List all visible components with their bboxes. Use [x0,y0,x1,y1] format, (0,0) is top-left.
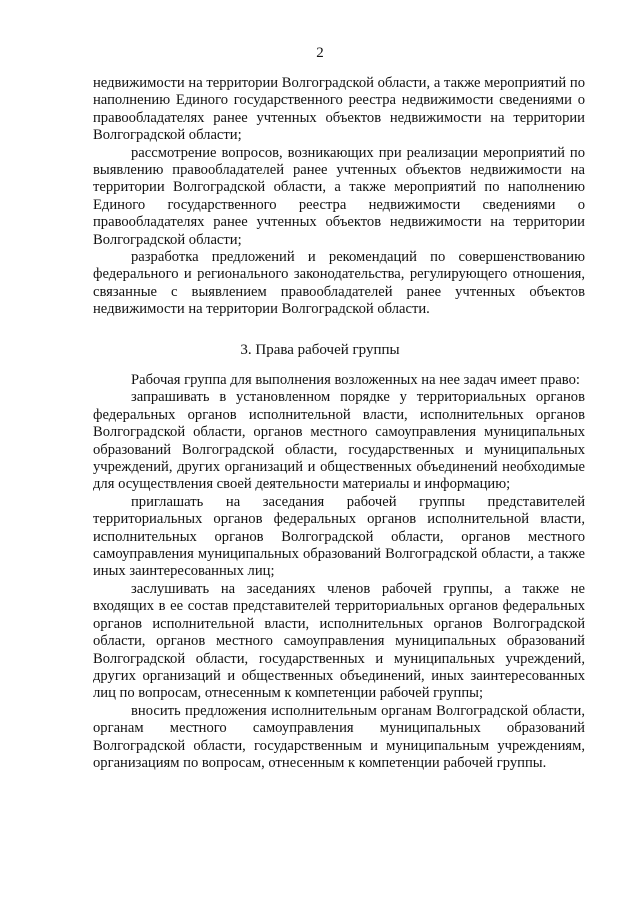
paragraph-request-materials: запрашивать в установленном порядке у территориальных органов федеральных органов исполнительной власти, исполнительных органов Волгоградской области, органов местного самоуправления муниципальных образований Волгоградской области, государственных и муниципальных учреждений, других организаций и общественных объединений необходимые для осуществления своей деятельности материалы и информацию; [93,389,585,493]
paragraph-legislation-proposals: разработка предложений и рекомендаций по совершенствованию федерального и регионального законодательства, регулирующего отношения, связанные с выявлением правообладателей ранее учтенных объектов недвижимости на территории Волгоградской области. [93,249,585,318]
body-text-bottom [93,372,585,772]
page-number: 2 [316,45,324,61]
paragraph-rights-intro: Рабочая группа для выполнения возложенных на нее задач имеет право: [131,372,580,388]
paragraph-continuation: недвижимости на территории Волгоградской области, а также мероприятий по наполнению Единого государственного реестра недвижимости сведениями о правообладателях ранее учтенных объектов недвижимости на территории Волгоградской области; [93,75,585,144]
paragraph-review-issues: рассмотрение вопросов, возникающих при реализации мероприятий по выявлению правообладателей ранее учтенных объектов недвижимости на территории Волгоградской области, а также мероприятий по наполнению Единого государственного реестра недвижимости сведениями о правообладателях ранее учтенных объектов недвижимости на территории Волгоградской области; [93,144,585,248]
paragraph-invite-representatives: приглашать на заседания рабочей группы представителей территориальных органов федеральных органов исполнительной власти, исполнительных органов Волгоградской области, органов местного самоуправления муниципальных образований Волгоградской области, а также иных заинтересованных лиц; [93,493,585,580]
paragraph-submit-proposals: вносить предложения исполнительным органам Волгоградской области, органам местного самоуправления муниципальных образований Волгоградской области, государственным и муниципальным учреждениям, организациям по вопросам, отнесенным к компетенции рабочей группы. [93,702,585,771]
body-text-top [93,75,585,319]
paragraph-hear-members: заслушивать на заседаниях членов рабочей группы, а также не входящих в ее состав представителей территориальных органов федеральных органов исполнительной власти, исполнительных органов Волгоградской области, органов местного самоуправления муниципальных образований Волгоградской области, государственных и муниципальных учреждений, других организаций и общественных объединений, иных заинтересованных лиц по вопросам, отнесенным к компетенции рабочей группы; [93,580,585,702]
section-title: 3. Права рабочей группы [240,342,400,358]
